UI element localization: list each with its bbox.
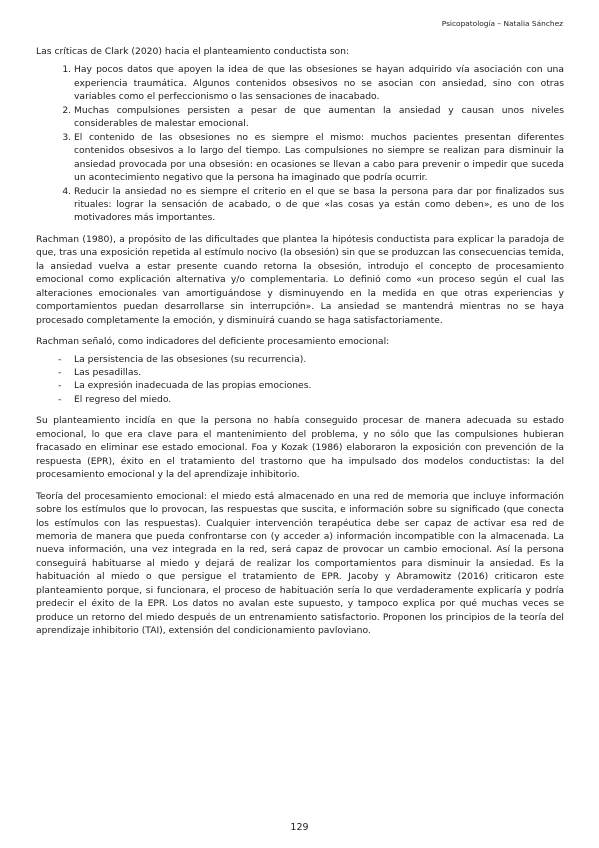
intro-paragraph: Las críticas de Clark (2020) hacia el planteamiento conductista son: [36,46,350,57]
list-item: 4. Reducir la ansiedad no es siempre el criterio en el que se basa la persona para dar por finalizados sus rituales: lograr la sensación de acabado, o de que «las cosas ya están como deben», es uno de los motivadores más importantes. [74,185,564,225]
list-item: 1. Hay pocos datos que apoyen la idea de que las obsesiones se hayan adquirido vía asociación con una experiencia traumática. Algunos contenidos obsesivos no se asocian con ansiedad, sino con otras variables como el perfeccionismo o las sensaciones de inacabado. [74,63,564,103]
page-number: 129 [290,822,309,833]
indicators-intro: Rachman señaló, como indicadores del deficiente procesamiento emocional: [36,336,390,348]
theory-paragraph: Teoría del procesamiento emocional: el miedo está almacenado en una red de memoria que incluye información sobre los estímulos que lo provocan, las respuestas que suscita, e información sobre su significado (que conecta los estímulos con las respuestas). Cualquier intervención terapéutica debe ser capaz de activar esa red de memoria de manera que pueda confrontarse con (y acceder a) información incompatible con la almacenada. La nueva información, una vez integrada en la red, será capaz de provocar un cambio emocional. Así la persona conseguirá habituarse al miedo y dejará de realizar los comportamientos para disminuir la ansiedad. Es la habituación al miedo o que persigue el tratamiento de EPR. Jacoby y Abramowitz (2016) criticaron este planteamiento porque, si funcionara, el proceso de habituación sería lo que verdaderamente explicaría y podría predecir el éxito de la EPR. Los datos no avalan este supuesto, y tampoco explica por qué muchas veces se produce un retorno del miedo después de un entrenamiento satisfactorio. Proponen los principios de la teoría del aprendizaje inhibitorio (TAI), extensión del condicionamiento pavloviano. [36,490,564,637]
list-item: - La expresión inadecuada de las propias emociones. [58,379,564,392]
indicators-list [36,353,564,407]
approach-paragraph: Su planteamiento incidía en que la persona no había conseguido procesar de manera adecuada su estado emocional, lo que era clave para el mantenimiento del problema, y no sólo que las compulsiones hubieran fracasado en eliminar ese estado emocional. Foa y Kozak (1986) elaboraron la exposición con prevención de la respuesta (EPR), éxito en el tratamiento del trastorno que ha impulsado dos modelos conductistas: la del procesamiento emocional y la del aprendizaje inhibitorio. [36,415,564,481]
page-content [36,45,564,638]
running-header: Psicopatología – Natalia Sánchez [441,19,563,28]
criticisms-list [36,63,564,224]
rachman-paragraph: Rachman (1980), a propósito de las dificultades que plantea la hipótesis conductista para explicar la paradoja de que, tras una exposición repetida al estímulo nocivo (la obsesión) sin que se produzcan las consecuencias temida, la ansiedad vuelva a estar presente cuando retorna la obsesión, introdujo el concepto de procesamiento emocional como explicación alternativa y/o complementaria. Lo definió como «un proceso según el cual las alteraciones emocionales van amortiguándose y disminuyendo en la medida en que otras experiencias y comportamientos puedan desarrollarse sin interrupción». La ansiedad se mantendrá mientras no se haya procesado completamente la emoción, y disminuirá cuando se haga satisfactoriamente. [36,233,564,326]
list-item: 2. Muchas compulsiones persisten a pesar de que aumentan la ansiedad y causan unos niveles considerables de malestar emocional. [74,104,564,131]
list-item: - La persistencia de las obsesiones (su recurrencia). [58,353,564,366]
list-item: 3. El contenido de las obsesiones no es siempre el mismo: muchos pacientes presentan diferentes contenidos obsesivos a lo largo del tiempo. Las compulsiones no siempre se realizan para disminuir la ansiedad provocada por una obsesión: en ocasiones se llevan a cabo para prevenir o impedir que suceda un acontecimiento negativo que la persona ha imaginado que podría ocurrir. [74,131,564,185]
list-item: - Las pesadillas. [58,366,564,379]
list-item: - El regreso del miedo. [58,393,564,406]
